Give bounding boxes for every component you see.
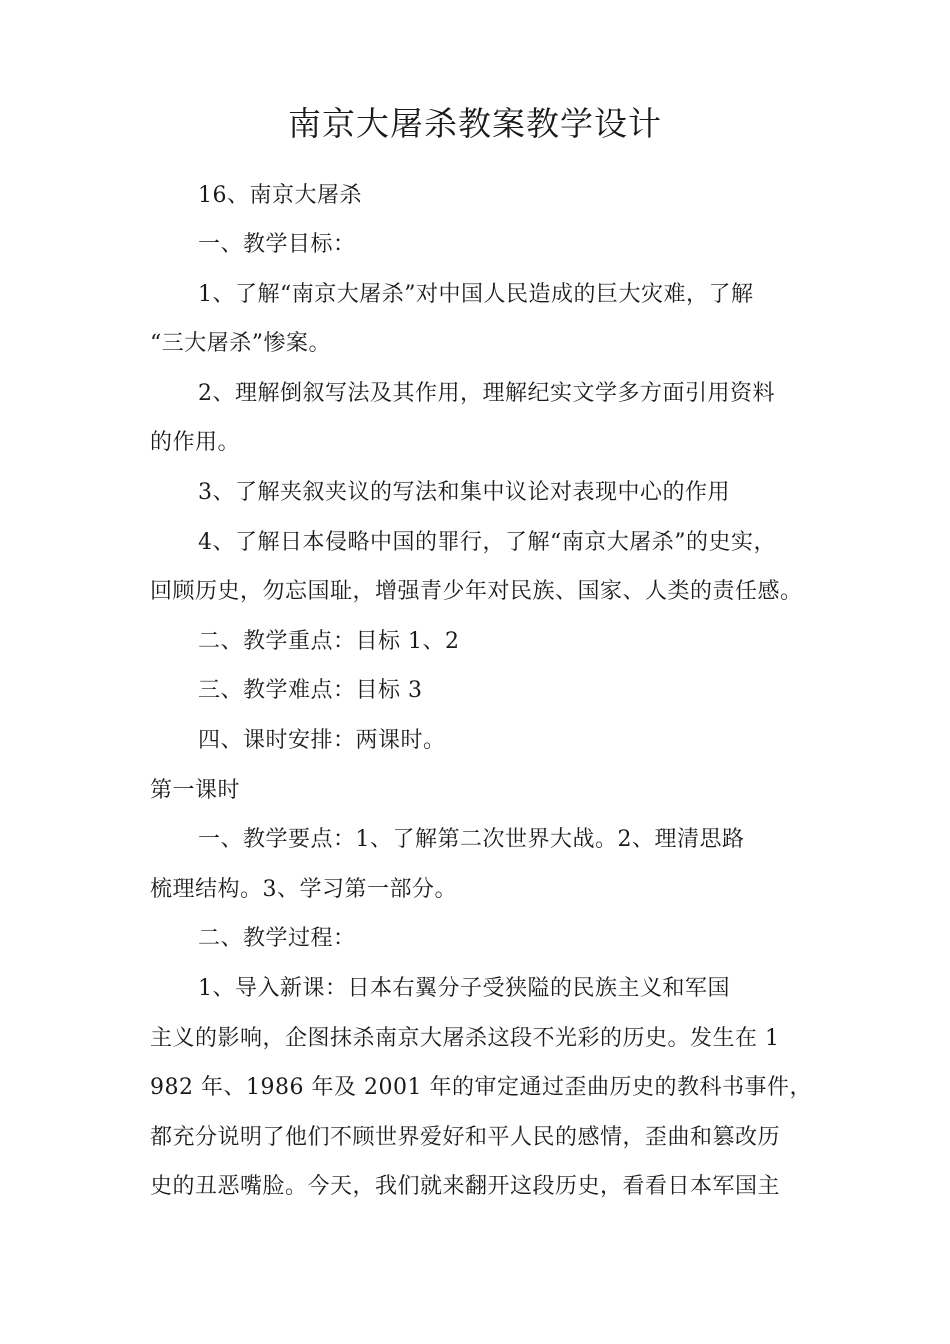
paragraph-line: 3、了解夹叙夹议的写法和集中议论对表现中心的作用 <box>198 480 730 505</box>
section-heading: 16、南京大屠杀 <box>198 183 362 208</box>
paragraph-line: 一、教学要点：1、了解第二次世界大战。2、理清思路 <box>198 827 745 852</box>
section-heading: 四、课时安排：两课时。 <box>198 728 446 753</box>
section-heading: 二、教学重点：目标 1、2 <box>198 629 460 654</box>
paragraph-line: 2、理解倒叙写法及其作用，理解纪实文学多方面引用资料 <box>198 381 775 406</box>
section-heading: 三、教学难点：目标 3 <box>198 678 423 703</box>
paragraph-line: “三大屠杀”惨案。 <box>150 331 331 356</box>
section-heading: 一、教学目标： <box>198 232 356 257</box>
lesson-heading: 第一课时 <box>150 778 241 803</box>
paragraph-line: 梳理结构。3、学习第一部分。 <box>150 877 457 902</box>
paragraph-line: 都充分说明了他们不顾世界爱好和平人民的感情，歪曲和篡改历 <box>150 1125 781 1150</box>
paragraph-line: 1、了解“南京大屠杀”对中国人民造成的巨大灾难，了解 <box>198 282 754 307</box>
document-title: 南京大屠杀教案教学设计 <box>288 104 662 143</box>
paragraph-line: 982 年、1986 年及 2001 年的审定通过歪曲历史的教科书事件， <box>150 1075 812 1100</box>
paragraph-line: 史的丑恶嘴脸。今天，我们就来翻开这段历史，看看日本军国主 <box>150 1174 781 1199</box>
paragraph-line: 的作用。 <box>150 430 241 455</box>
paragraph-line: 1、导入新课：日本右翼分子受狭隘的民族主义和军国 <box>198 976 730 1001</box>
paragraph-line: 4、了解日本侵略中国的罪行，了解“南京大屠杀”的史实， <box>198 530 776 555</box>
paragraph-line: 主义的影响，企图抹杀南京大屠杀这段不光彩的历史。发生在 1 <box>150 1026 780 1051</box>
section-heading: 二、教学过程： <box>198 926 356 951</box>
paragraph-line: 回顾历史，勿忘国耻，增强青少年对民族、国家、人类的责任感。 <box>150 579 803 604</box>
